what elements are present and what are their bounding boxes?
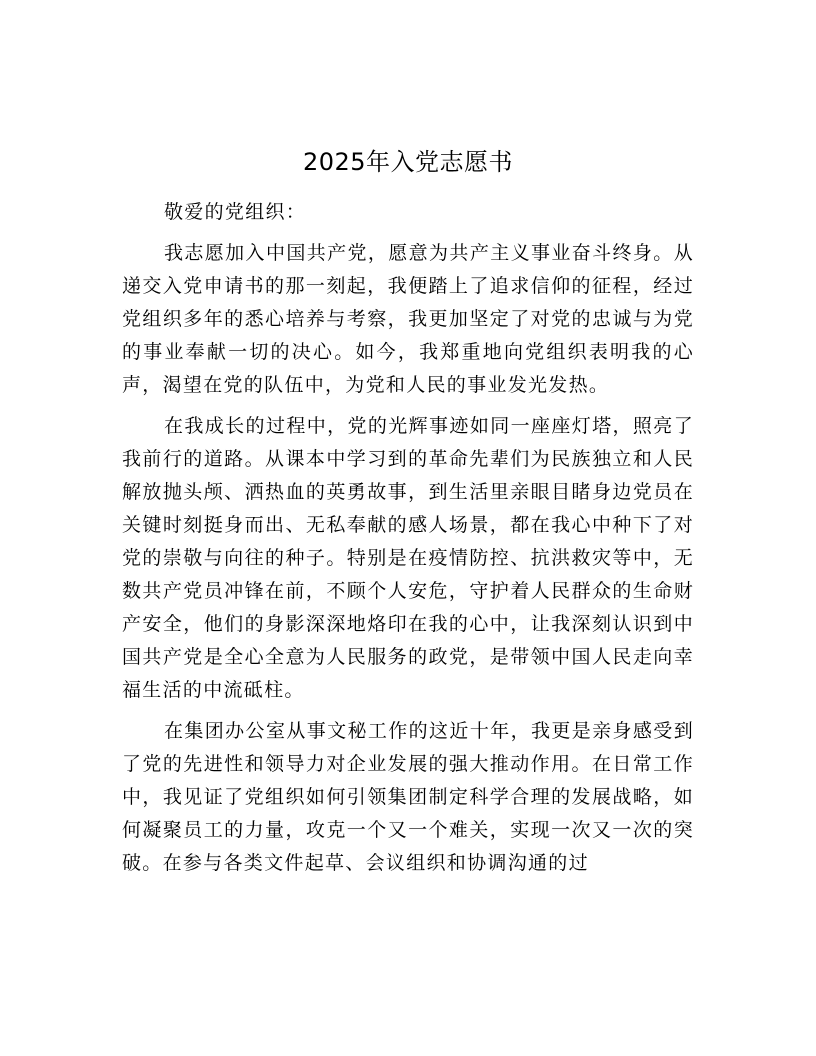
paragraph-1: 我志愿加入中国共产党，愿意为共产主义事业奋斗终身。从递交入党申请书的那一刻起，我便踏上了追求信仰的征程，经过党组织多年的悉心培养与考察，我更加坚定了对党的忠诚与为党的事业奉献一切的决心。如今，我郑重地向党组织表明我的心声，渴望在党的队伍中，为党和人民的事业发光发热。 (122, 242, 694, 396)
salutation: 敬爱的党组织： (164, 201, 307, 223)
document-title: 2025年入党志愿书 (302, 148, 514, 176)
paragraph-3: 在集团办公室从事文秘工作的这近十年，我更是亲身感受到了党的先进性和领导力对企业发展的强大推动作用。在日常工作中，我见证了党组织如何引领集团制定科学合理的发展战略，如何凝聚员工的力量，攻克一个又一个难关，实现一次又一次的突破。在参与各类文件起草、会议组织和协调沟通的过 (122, 720, 694, 874)
paragraph-2: 在我成长的过程中，党的光辉事迹如同一座座灯塔，照亮了我前行的道路。从课本中学习到的革命先辈们为民族独立和人民解放抛头颅、洒热血的英勇故事，到生活里亲眼目睹身边党员在关键时刻挺身而出、无私奉献的感人场景，都在我心中种下了对党的崇敬与向往的种子。特别是在疫情防控、抗洪救灾等中，无数共产党员冲锋在前，不顾个人安危，守护着人民群众的生命财产安全，他们的身影深深地烙印在我的心中，让我深刻认识到中国共产党是全心全意为人民服务的政党，是带领中国人民走向幸福生活的中流砥柱。 (122, 415, 694, 701)
document-body (122, 196, 694, 888)
